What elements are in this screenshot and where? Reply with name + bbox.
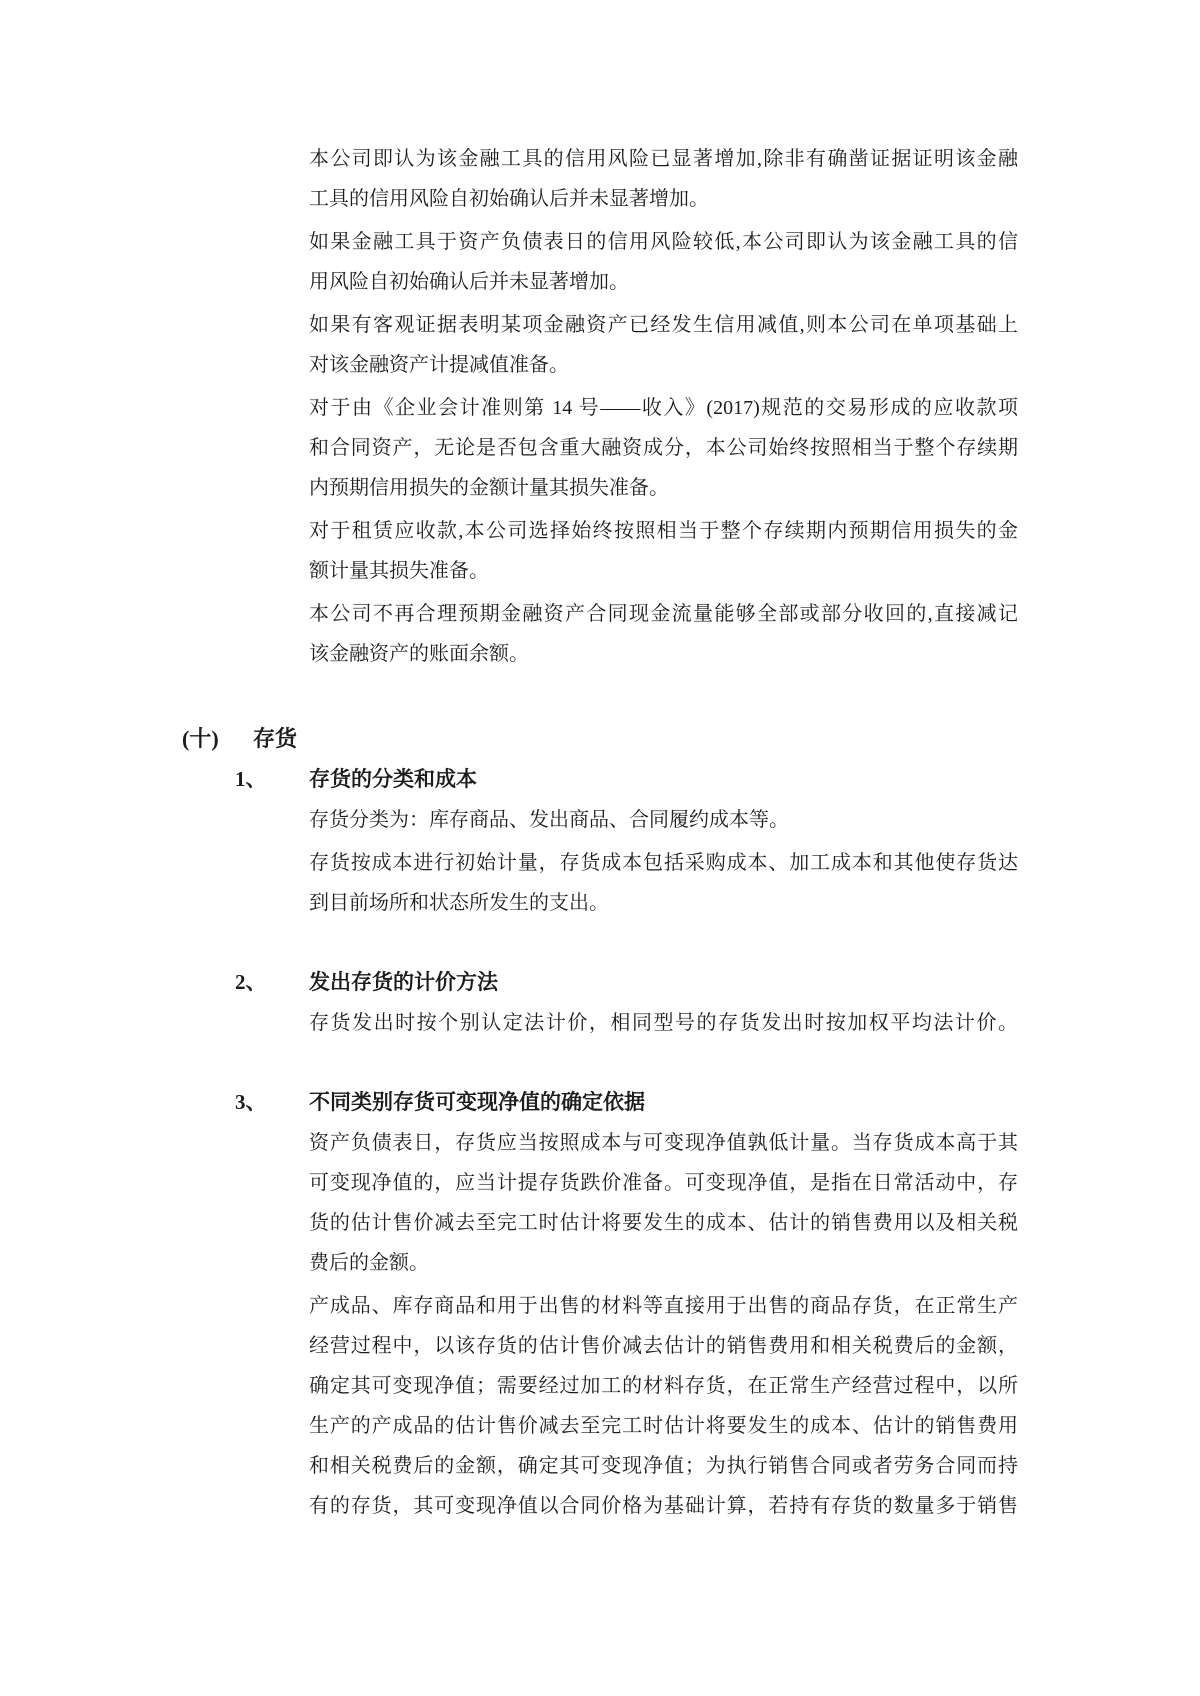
text-line: 对于由《企业会计准则第 14 号——收入》(2017)规范的交易形成的应收款项 (309, 397, 1018, 419)
text-line: 和合同资产，无论是否包含重大融资成分，本公司始终按照相当于整个存续期 (309, 437, 1018, 459)
text-line: 本公司不再合理预期金融资产合同现金流量能够全部或部分收回的,直接减记 (309, 603, 1018, 625)
text-line: 存货发出时按个别认定法计价，相同型号的存货发出时按加权平均法计价。 (309, 1012, 1018, 1034)
text-line: 存货按成本进行初始计量，存货成本包括采购成本、加工成本和其他使存货达 (309, 852, 1018, 874)
text-line: 可变现净值的，应当计提存货跌价准备。可变现净值，是指在日常活动中，存 (309, 1172, 1018, 1194)
text-line: 本公司即认为该金融工具的信用风险已显著增加,除非有确凿证据证明该金融 (309, 148, 1018, 170)
text-line: 对该金融资产计提减值准备。 (309, 354, 569, 376)
subsection-heading (235, 962, 1200, 1003)
text-line: 费后的金额。 (309, 1252, 429, 1274)
paragraph (309, 1003, 1018, 1043)
text-line: 和相关税费后的金额，确定其可变现净值；为执行销售合同或者劳务合同而持 (309, 1455, 1018, 1477)
paragraph (309, 222, 1018, 302)
subsection-number: 2、 (235, 970, 267, 994)
section-title: 存货 (253, 726, 298, 751)
text-line: 经营过程中，以该存货的估计售价减去估计的销售费用和相关税费后的金额， (309, 1335, 1018, 1357)
text-line: 对于租赁应收款,本公司选择始终按照相当于整个存续期内预期信用损失的金 (309, 520, 1018, 542)
text-line: 内预期信用损失的金额计量其损失准备。 (309, 477, 669, 499)
section-marker: (十) (182, 726, 219, 751)
text-line: 如果有客观证据表明某项金融资产已经发生信用减值,则本公司在单项基础上 (309, 314, 1018, 336)
section-heading (182, 719, 1200, 759)
text-line: 额计量其损失准备。 (309, 560, 489, 582)
text-line: 如果金融工具于资产负债表日的信用风险较低,本公司即认为该金融工具的信 (309, 231, 1018, 253)
text-line: 存货分类为：库存商品、发出商品、合同履约成本等。 (309, 809, 789, 831)
text-line: 产成品、库存商品和用于出售的材料等直接用于出售的商品存货，在正常生产 (309, 1295, 1018, 1317)
subsection-heading (235, 759, 1200, 800)
subsection-title: 不同类别存货可变现净值的确定依据 (309, 1091, 645, 1114)
subsection-title: 存货的分类和成本 (309, 768, 477, 791)
paragraph (309, 511, 1018, 591)
paragraph (309, 594, 1018, 674)
paragraph (309, 388, 1018, 508)
paragraph (309, 139, 1018, 219)
subsection-heading (235, 1082, 1200, 1123)
paragraph (309, 843, 1018, 923)
text-line: 资产负债表日，存货应当按照成本与可变现净值孰低计量。当存货成本高于其 (309, 1132, 1018, 1154)
text-line: 到目前场所和状态所发生的支出。 (309, 892, 609, 914)
paragraph (309, 800, 1018, 840)
subsection-number: 1、 (235, 767, 267, 791)
text-line: 工具的信用风险自初始确认后并未显著增加。 (309, 188, 709, 210)
text-line: 货的估计售价减去至完工时估计将要发生的成本、估计的销售费用以及相关税 (309, 1212, 1018, 1234)
paragraph (309, 1123, 1018, 1283)
text-line: 生产的产成品的估计售价减去至完工时估计将要发生的成本、估计的销售费用 (309, 1415, 1018, 1437)
subsection-number: 3、 (235, 1090, 267, 1114)
subsection-title: 发出存货的计价方法 (309, 971, 498, 994)
text-line: 用风险自初始确认后并未显著增加。 (309, 271, 629, 293)
text-line: 确定其可变现净值；需要经过加工的材料存货，在正常生产经营过程中，以所 (309, 1375, 1018, 1397)
paragraph (309, 1286, 1018, 1526)
text-line: 该金融资产的账面余额。 (309, 643, 529, 665)
text-line: 有的存货，其可变现净值以合同价格为基础计算，若持有存货的数量多于销售 (309, 1495, 1018, 1517)
document-content (0, 139, 1200, 1526)
paragraph (309, 305, 1018, 385)
